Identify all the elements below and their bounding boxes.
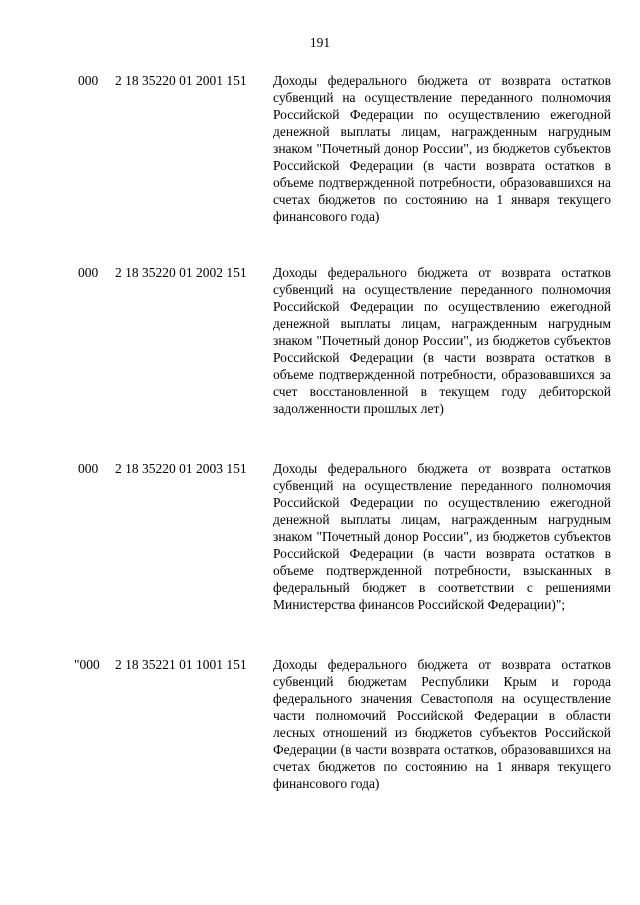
budget-classification-code: 2 18 35221 01 1001 151 [115,657,247,672]
page-number: 191 [309,35,331,50]
admin-code: 000 [78,265,99,280]
admin-code: 000 [78,73,99,88]
revenue-description: Доходы федерального бюджета от возврата остатков субвенций на осуществление переданного полномочия Российской Федерации по осуществлению ежегодной денежной выплаты лицам, награжденным нагрудным знаком "Почетный донор России", из бюджетов субъектов Российской Федерации (в части возврата остатков в объеме подтвержденной потребности, образовавшихся за счет восстановленной в текущем году дебиторской задолженности прошлых лет) [273,265,611,416]
revenue-description: Доходы федерального бюджета от возврата остатков субвенций бюджетам Республики Крым и города федерального значения Севастополя на осуществление части полномочий Российской Федерации в области лесных отношений из бюджетов субъектов Российской Федерации (в части возврата остатков, образовавшихся на счетах бюджетов по состоянию на 1 января текущего финансового года) [273,657,611,791]
budget-classification-code: 2 18 35220 01 2003 151 [115,461,247,476]
revenue-description: Доходы федерального бюджета от возврата остатков субвенций на осуществление переданного полномочия Российской Федерации по осуществлению ежегодной денежной выплаты лицам, награжденным нагрудным знаком "Почетный донор России", из бюджетов субъектов Российской Федерации (в части возврата остатков в объеме подтвержденной потребности, взысканных в федеральный бюджет в соответствии с решениями Министерства финансов Российской Федерации)"; [273,461,611,612]
admin-code: 000 [78,461,99,476]
budget-classification-code: 2 18 35220 01 2001 151 [115,73,247,88]
revenue-description: Доходы федерального бюджета от возврата остатков субвенций на осуществление переданного полномочия Российской Федерации по осуществлению ежегодной денежной выплаты лицам, награжденным нагрудным знаком "Почетный донор России", из бюджетов субъектов Российской Федерации (в части возврата остатков в объеме подтвержденной потребности, образовавшихся на счетах бюджетов по состоянию на 1 января текущего финансового года) [273,73,611,224]
admin-code: "000 [74,657,100,672]
budget-classification-code: 2 18 35220 01 2002 151 [115,265,247,280]
